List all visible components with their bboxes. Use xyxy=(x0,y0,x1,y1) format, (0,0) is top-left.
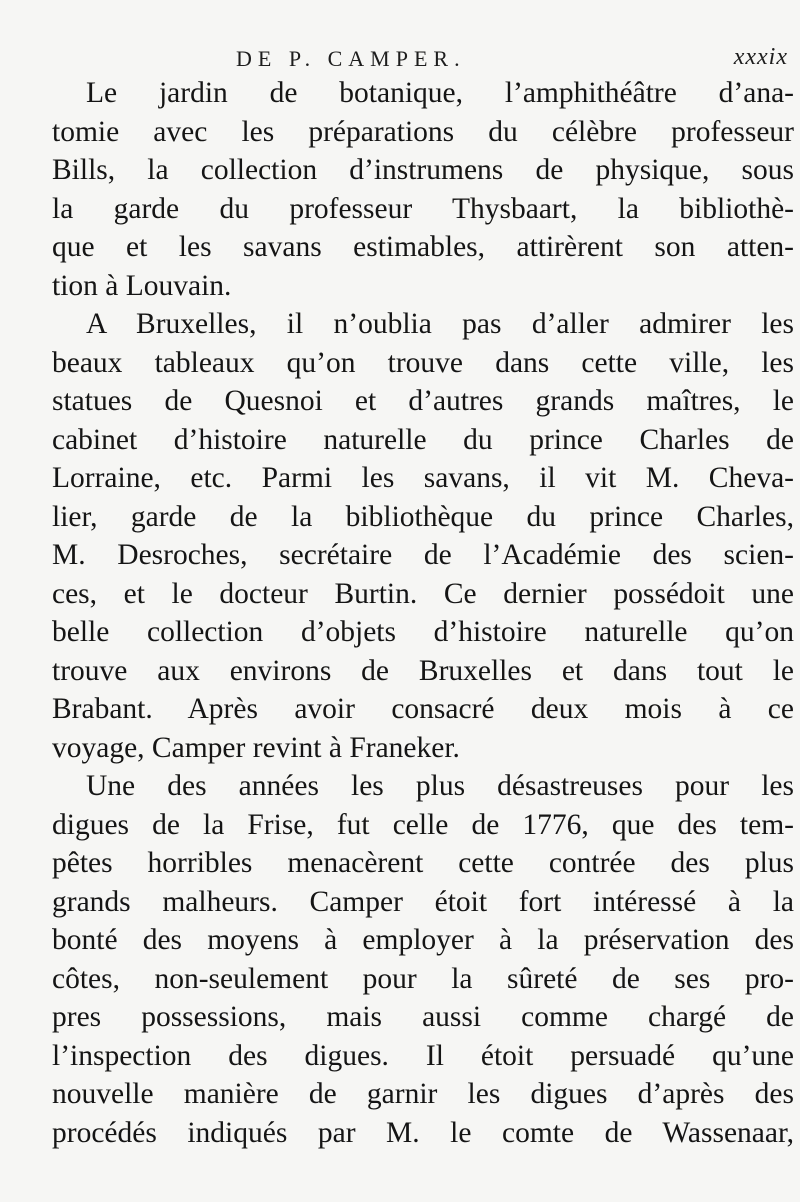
text-line: Brabant. Après avoir consacré deux mois à ce xyxy=(52,693,794,725)
text-line: ces, et le docteur Burtin. Ce dernier possédoit une xyxy=(52,577,794,610)
text-line: Lorraine, etc. Parmi les savans, il vit M. Cheva- xyxy=(52,462,794,494)
text-line: côtes, non-seulement pour la sûreté de ses pro- xyxy=(52,962,794,995)
text-line: que et les savans estimables, attirèrent son atten- xyxy=(52,231,794,263)
text-line: trouve aux environs de Bruxelles et dans tout le xyxy=(52,654,794,687)
text-line: digues de la Frise, fut celle de 1776, que des tem- xyxy=(52,808,794,841)
text-line: procédés indiqués par M. le comte de Wassenaar, xyxy=(52,1116,794,1149)
text-line: grands malheurs. Camper étoit fort intéressé à la xyxy=(52,885,794,918)
text-line: l’inspection des digues. Il étoit persuadé qu’une xyxy=(52,1039,794,1072)
body-text xyxy=(52,74,794,1152)
text-line: pêtes horribles menacèrent cette contrée des plus xyxy=(52,847,794,879)
text-line: pres possessions, mais aussi comme chargé de xyxy=(52,1001,794,1033)
text-line: voyage, Camper revint à Franeker. xyxy=(52,731,460,764)
paragraph-2 xyxy=(52,305,794,767)
text-line: Le jardin de botanique, l’amphithéâtre d’ana- xyxy=(86,77,794,109)
text-line: tion à Louvain. xyxy=(52,269,232,302)
text-line: lier, garde de la bibliothèque du prince Charles, xyxy=(52,500,794,533)
text-line: nouvelle manière de garnir les digues d’après des xyxy=(52,1078,794,1110)
text-line: Une des années les plus désastreuses pour les xyxy=(86,770,794,802)
text-line: statues de Quesnoi et d’autres grands maîtres, le xyxy=(52,385,794,417)
text-line: Bills, la collection d’instrumens de physique, sous xyxy=(52,154,794,186)
paragraph-3 xyxy=(52,767,794,1152)
page-number: xxxix xyxy=(733,44,788,70)
text-line: beaux tableaux qu’on trouve dans cette ville, les xyxy=(52,346,794,379)
paragraph-1 xyxy=(52,74,794,305)
text-line: M. Desroches, secrétaire de l’Académie des scien- xyxy=(52,539,794,571)
text-line: belle collection d’objets d’histoire naturelle qu’on xyxy=(52,616,794,648)
running-head: DE P. CAMPER. xyxy=(236,46,466,71)
text-line: cabinet d’histoire naturelle du prince Charles de xyxy=(52,423,794,456)
text-line: la garde du professeur Thysbaart, la bibliothè- xyxy=(52,192,794,225)
text-line: A Bruxelles, il n’oublia pas d’aller admirer les xyxy=(86,308,794,340)
text-line: tomie avec les préparations du célèbre professeur xyxy=(52,115,794,148)
text-line: bonté des moyens à employer à la préservation des xyxy=(52,924,794,956)
